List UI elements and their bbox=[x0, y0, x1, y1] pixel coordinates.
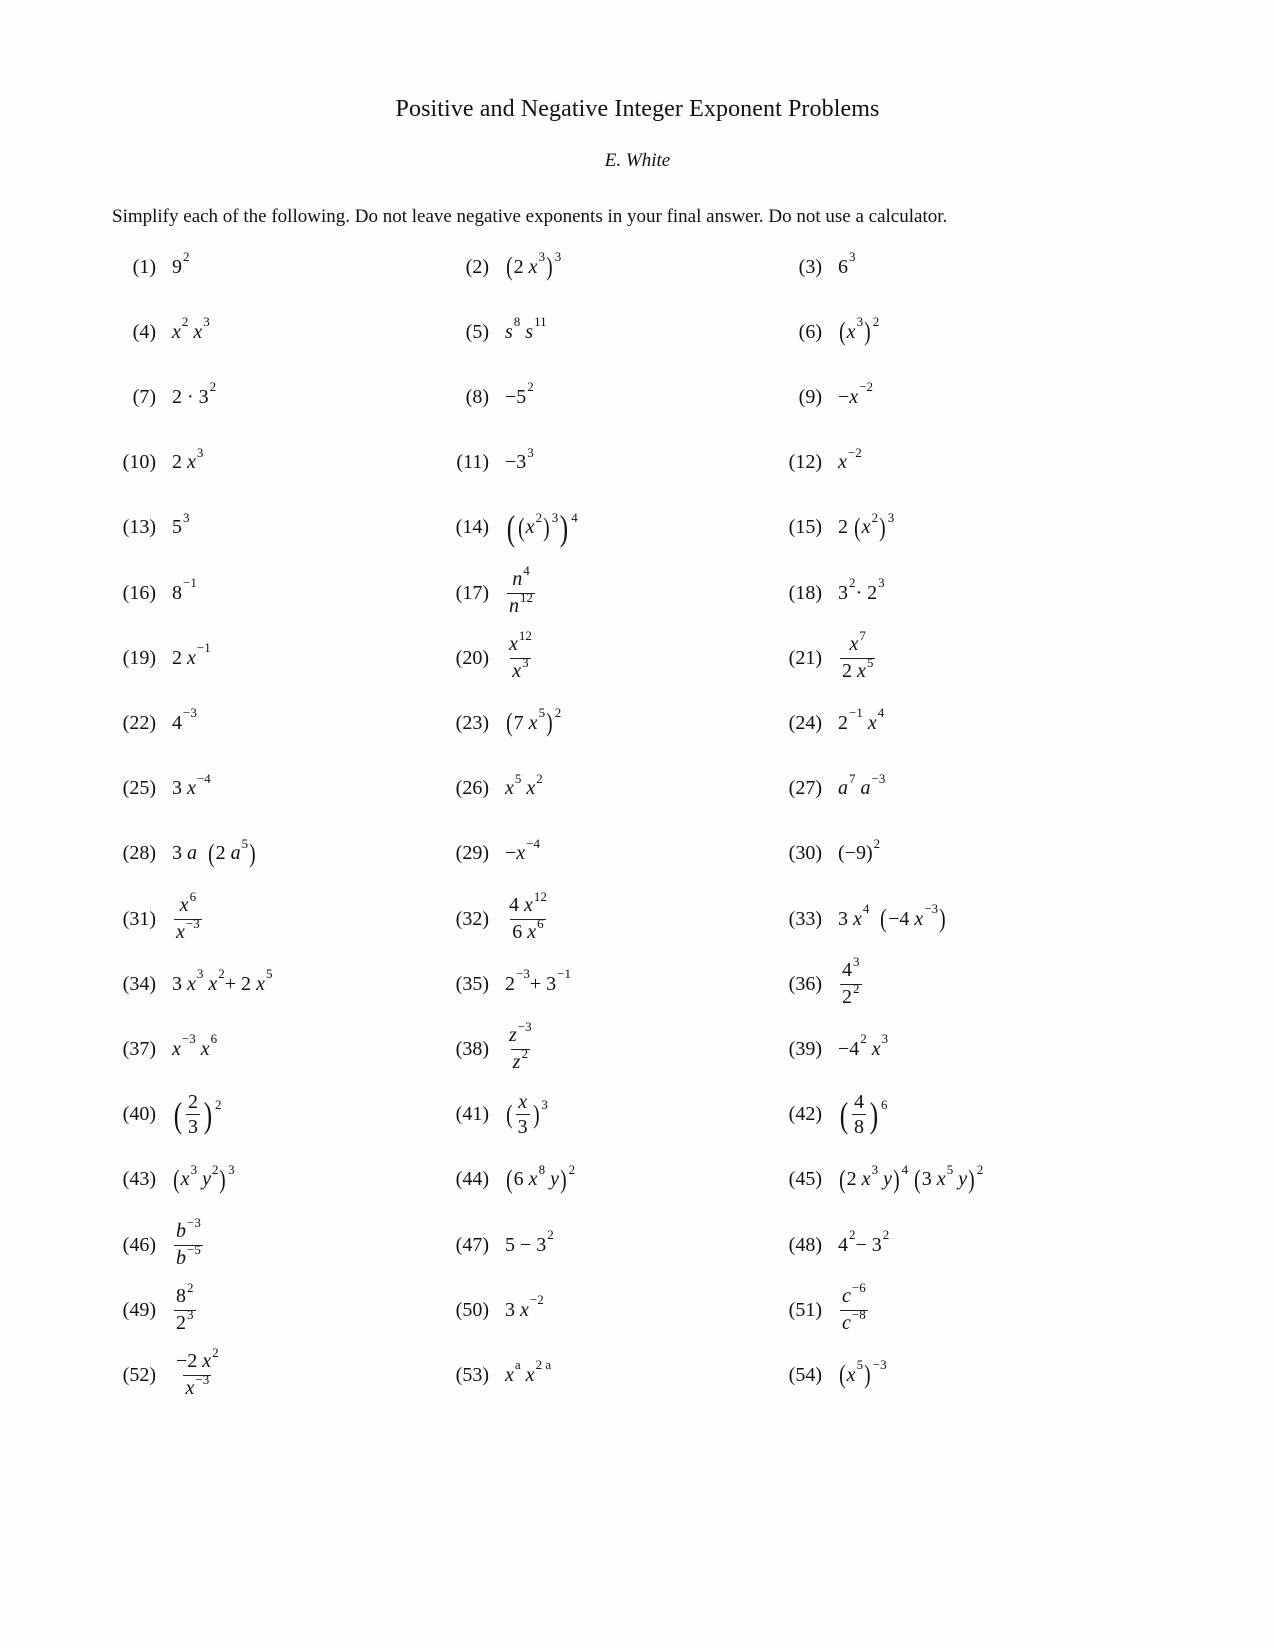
problem-item bbox=[106, 829, 257, 879]
problem-item bbox=[439, 242, 561, 292]
problem-expression: x $^a$ x $^{2 a}$ bbox=[505, 1357, 552, 1386]
problem-item bbox=[439, 1350, 551, 1400]
problem-number: (48) bbox=[788, 1233, 822, 1256]
problem-number: (15) bbox=[788, 516, 822, 539]
problem-number: (38) bbox=[455, 1037, 489, 1060]
problem-item bbox=[439, 1018, 536, 1074]
problem-number: (53) bbox=[455, 1363, 489, 1386]
problem-number: (31) bbox=[122, 907, 156, 930]
problem-number: (14) bbox=[455, 516, 489, 539]
problem-expression bbox=[172, 888, 204, 945]
problem-number: (21) bbox=[788, 646, 822, 669]
problem-expression bbox=[838, 1279, 870, 1336]
problem-item bbox=[106, 438, 203, 488]
problem-item bbox=[106, 633, 211, 683]
problem-expression: −3 $^3$ bbox=[505, 444, 534, 474]
problem-number: (26) bbox=[455, 777, 489, 800]
fraction: $\frac{b^{-3}}{b^{-5}}$ bbox=[176, 1214, 201, 1269]
problem-item bbox=[772, 698, 884, 748]
problem-expression: ( $\frac{2}{3}$ ) $^2$ bbox=[173, 1091, 222, 1139]
problem-expression: ( $\frac{x}{3}$ ) $^3$ bbox=[506, 1091, 548, 1139]
problem-expression: 2 x $^{-1}$ bbox=[172, 640, 211, 669]
problem-item bbox=[439, 1155, 575, 1205]
problem-item bbox=[772, 829, 880, 879]
problem-item bbox=[439, 764, 543, 814]
problem-number: (43) bbox=[122, 1168, 156, 1191]
problem-number: (12) bbox=[788, 451, 822, 474]
problem-item bbox=[439, 829, 540, 879]
problem-item bbox=[106, 1344, 223, 1400]
fraction: $\frac{z^{-3}}{z^2}$ bbox=[509, 1018, 532, 1073]
fraction: $\frac{x^{12}}{x^3}$ bbox=[509, 627, 532, 682]
problem-item bbox=[439, 307, 547, 357]
problem-expression bbox=[505, 888, 551, 945]
problem-number: (50) bbox=[455, 1298, 489, 1321]
problem-number: (42) bbox=[788, 1103, 822, 1126]
problem-number: (27) bbox=[788, 777, 822, 800]
problem-item bbox=[772, 1279, 870, 1335]
problem-number: (7) bbox=[132, 385, 156, 408]
fraction: $\frac{8^2}{2^3}$ bbox=[176, 1279, 194, 1334]
problem-expression: 3 a ( 2 a $^5$ ) bbox=[172, 835, 256, 868]
problem-number: (22) bbox=[122, 711, 156, 734]
problem-number: (6) bbox=[798, 320, 822, 343]
problem-expression: − x $^{-4}$ bbox=[505, 835, 541, 865]
problem-number: (4) bbox=[132, 320, 156, 343]
fraction: $\frac{4}{8}$ bbox=[854, 1091, 864, 1139]
fraction: $\frac{x^7}{2 x^5}$ bbox=[842, 627, 874, 682]
fraction: $\frac{x}{3}$ bbox=[517, 1091, 528, 1139]
problem-item bbox=[106, 242, 190, 292]
problem-expression: 5 − 3 $^2$ bbox=[505, 1227, 554, 1256]
problem-expression: x $^{-3}$ x $^6$ bbox=[172, 1031, 218, 1060]
problem-expression: − x $^{-2}$ bbox=[838, 379, 874, 408]
problem-number: (20) bbox=[455, 646, 489, 669]
problem-item bbox=[106, 698, 197, 748]
problem-item bbox=[772, 568, 885, 618]
problem-expression: 3 x $^3$ x $^2$ + 2 x $^5$ bbox=[172, 966, 273, 995]
problem-expression: ( x $^3$ ) $^2$ bbox=[839, 314, 880, 347]
author-name: E. White bbox=[604, 150, 671, 171]
problem-number: (9) bbox=[798, 385, 822, 408]
problem-number: (24) bbox=[788, 711, 822, 734]
problem-number: (16) bbox=[122, 581, 156, 604]
problem-number: (13) bbox=[122, 516, 156, 539]
problem-item bbox=[439, 959, 571, 1009]
problem-expression: ( x $^5$ ) $^{-3}$ bbox=[839, 1357, 887, 1390]
problem-number: (17) bbox=[455, 581, 489, 604]
problem-expression: ( 2 x $^3$ ) $^3$ bbox=[506, 249, 562, 281]
problem-number: (37) bbox=[122, 1037, 156, 1060]
problem-expression: 9 $^2$ bbox=[172, 249, 190, 278]
problem-expression: 3 $^2$ · 2 $^3$ bbox=[838, 575, 885, 604]
problem-expression: 3 x $^4$ ( −4 x $^{-3}$ ) bbox=[838, 901, 946, 933]
problem-number: (45) bbox=[788, 1168, 822, 1191]
problem-expression: 2 $^{-3}$ + 3 $^{-1}$ bbox=[505, 966, 571, 995]
problem-expression: 4 $^2$ − 3 $^2$ bbox=[838, 1227, 890, 1256]
problem-expression: ( $\frac{4}{8}$ ) $^6$ bbox=[839, 1091, 888, 1139]
problem-expression: a $^7$ a $^{-3}$ bbox=[838, 770, 886, 800]
problem-item bbox=[106, 764, 211, 814]
problem-number: (8) bbox=[465, 385, 489, 408]
problem-expression: 2 ( x $^2$ ) $^3$ bbox=[838, 509, 895, 542]
problem-expression: x $^5$ x $^2$ bbox=[505, 770, 543, 800]
problem-number: (11) bbox=[456, 451, 489, 474]
problem-expression bbox=[838, 953, 864, 1010]
problem-expression: −5 $^2$ bbox=[505, 379, 534, 408]
problem-item bbox=[106, 307, 210, 357]
problem-expression: 2 x $^3$ bbox=[172, 444, 204, 474]
problem-expression bbox=[505, 562, 537, 619]
fraction: $\frac{2}{3}$ bbox=[188, 1091, 198, 1139]
problem-number: (54) bbox=[788, 1363, 822, 1386]
problem-expression: 8 $^{-1}$ bbox=[172, 575, 197, 604]
problem-item bbox=[772, 1155, 983, 1205]
problem-item bbox=[772, 1090, 888, 1140]
problem-item bbox=[106, 503, 190, 553]
problem-item bbox=[106, 372, 216, 422]
problem-item bbox=[772, 372, 873, 422]
problem-expression: (−9) $^2$ bbox=[838, 835, 881, 865]
problem-item bbox=[439, 562, 537, 618]
problem-expression: −4 $^2$ x $^3$ bbox=[838, 1031, 889, 1060]
problem-item bbox=[772, 307, 879, 357]
problem-item bbox=[772, 1220, 889, 1270]
problem-number: (23) bbox=[455, 711, 489, 734]
problem-expression: 3 x $^{-4}$ bbox=[172, 770, 211, 800]
problem-expression: 2 · 3 $^2$ bbox=[172, 379, 217, 408]
problem-item bbox=[439, 627, 536, 683]
problem-number: (35) bbox=[455, 972, 489, 995]
problem-number: (10) bbox=[122, 451, 156, 474]
problem-item bbox=[439, 372, 534, 422]
problem-number: (25) bbox=[122, 777, 156, 800]
problem-item bbox=[106, 1214, 205, 1270]
problem-expression: 5 $^3$ bbox=[172, 509, 190, 539]
problem-item bbox=[772, 438, 862, 488]
problem-item bbox=[106, 568, 197, 618]
problem-number: (1) bbox=[132, 255, 156, 278]
problem-expression: ( x $^3$ y $^2$ ) $^3$ bbox=[173, 1161, 235, 1194]
problem-item bbox=[106, 1090, 222, 1140]
problem-number: (29) bbox=[455, 842, 489, 865]
problem-item bbox=[772, 894, 947, 944]
problem-number: (28) bbox=[122, 842, 156, 865]
problem-item bbox=[439, 888, 551, 944]
problem-item bbox=[106, 959, 272, 1009]
fraction: $\frac{x^6}{x^{-3}}$ bbox=[176, 888, 200, 943]
fraction: $\frac{c^{-6}}{c^{-8}}$ bbox=[842, 1279, 866, 1334]
fraction: $\frac{4 x^{12}}{6 x^6}$ bbox=[509, 888, 547, 943]
problem-expression: ( ( x $^2$ ) $^3$ ) $^4$ bbox=[506, 507, 578, 548]
problem-number: (3) bbox=[798, 255, 822, 278]
problem-item bbox=[106, 1024, 217, 1074]
problem-number: (32) bbox=[455, 907, 489, 930]
problem-number: (52) bbox=[122, 1363, 156, 1386]
problem-expression: 6 $^3$ bbox=[838, 249, 856, 278]
problem-item bbox=[772, 503, 894, 553]
problem-expression bbox=[505, 627, 536, 684]
problem-number: (51) bbox=[788, 1298, 822, 1321]
instructions: Simplify each of the following. Do not leave negative exponents in your final answer. Do not use a calculator. bbox=[112, 206, 948, 227]
problem-number: (41) bbox=[455, 1103, 489, 1126]
problem-number: (19) bbox=[122, 646, 156, 669]
fraction: $\frac{n^4}{n^{12}}$ bbox=[509, 562, 533, 617]
problem-item bbox=[772, 1350, 887, 1400]
problem-item bbox=[772, 764, 885, 814]
problem-number: (49) bbox=[122, 1298, 156, 1321]
problem-number: (2) bbox=[465, 255, 489, 278]
problem-number: (46) bbox=[122, 1233, 156, 1256]
problem-item bbox=[439, 1220, 554, 1270]
problem-number: (18) bbox=[788, 581, 822, 604]
problem-expression bbox=[172, 1279, 198, 1336]
problem-item bbox=[106, 1155, 235, 1205]
problem-item bbox=[772, 953, 864, 1009]
problem-expression: 3 x $^{-2}$ bbox=[505, 1292, 544, 1321]
problem-expression bbox=[505, 1018, 536, 1075]
problem-item bbox=[439, 503, 578, 553]
problem-number: (33) bbox=[788, 907, 822, 930]
problem-expression: 4 $^{-3}$ bbox=[172, 705, 197, 734]
fraction: $\frac{4^3}{2^2}$ bbox=[842, 953, 860, 1008]
problem-item bbox=[439, 1285, 544, 1335]
problem-expression: ( 7 x $^5$ ) $^2$ bbox=[506, 705, 562, 738]
problem-expression: 2 $^{-1}$ x $^4$ bbox=[838, 705, 885, 734]
problem-number: (39) bbox=[788, 1037, 822, 1060]
problem-number: (5) bbox=[465, 320, 489, 343]
problem-number: (44) bbox=[455, 1168, 489, 1191]
fraction: $\frac{-2 x^2}{x^{-3}}$ bbox=[176, 1344, 219, 1399]
problem-item bbox=[772, 1024, 888, 1074]
problem-number: (34) bbox=[122, 972, 156, 995]
problem-item bbox=[772, 627, 877, 683]
problem-expression: ( 2 x $^3$ y ) $^4$ ( 3 x $^5$ y ) $^2$ bbox=[839, 1161, 984, 1194]
problem-expression bbox=[838, 627, 877, 684]
problem-expression bbox=[172, 1214, 205, 1271]
problem-item bbox=[106, 1279, 198, 1335]
problem-number: (40) bbox=[122, 1103, 156, 1126]
problem-expression: s $^8$ s $^{11}$ bbox=[505, 314, 547, 343]
problem-item bbox=[439, 1090, 548, 1140]
problem-number: (30) bbox=[788, 842, 822, 865]
problem-item bbox=[106, 888, 204, 944]
problem-item bbox=[772, 242, 856, 292]
problem-expression: x $^{-2}$ bbox=[838, 444, 862, 474]
page-title: Positive and Negative Integer Exponent Problems bbox=[395, 96, 880, 122]
problem-item bbox=[439, 698, 561, 748]
problem-number: (36) bbox=[788, 972, 822, 995]
problem-number: (47) bbox=[455, 1233, 489, 1256]
problem-expression: ( 6 x $^8$ y ) $^2$ bbox=[506, 1161, 576, 1194]
problem-expression: x $^2$ x $^3$ bbox=[172, 314, 210, 343]
problem-item bbox=[439, 438, 534, 488]
problem-expression bbox=[172, 1344, 223, 1401]
